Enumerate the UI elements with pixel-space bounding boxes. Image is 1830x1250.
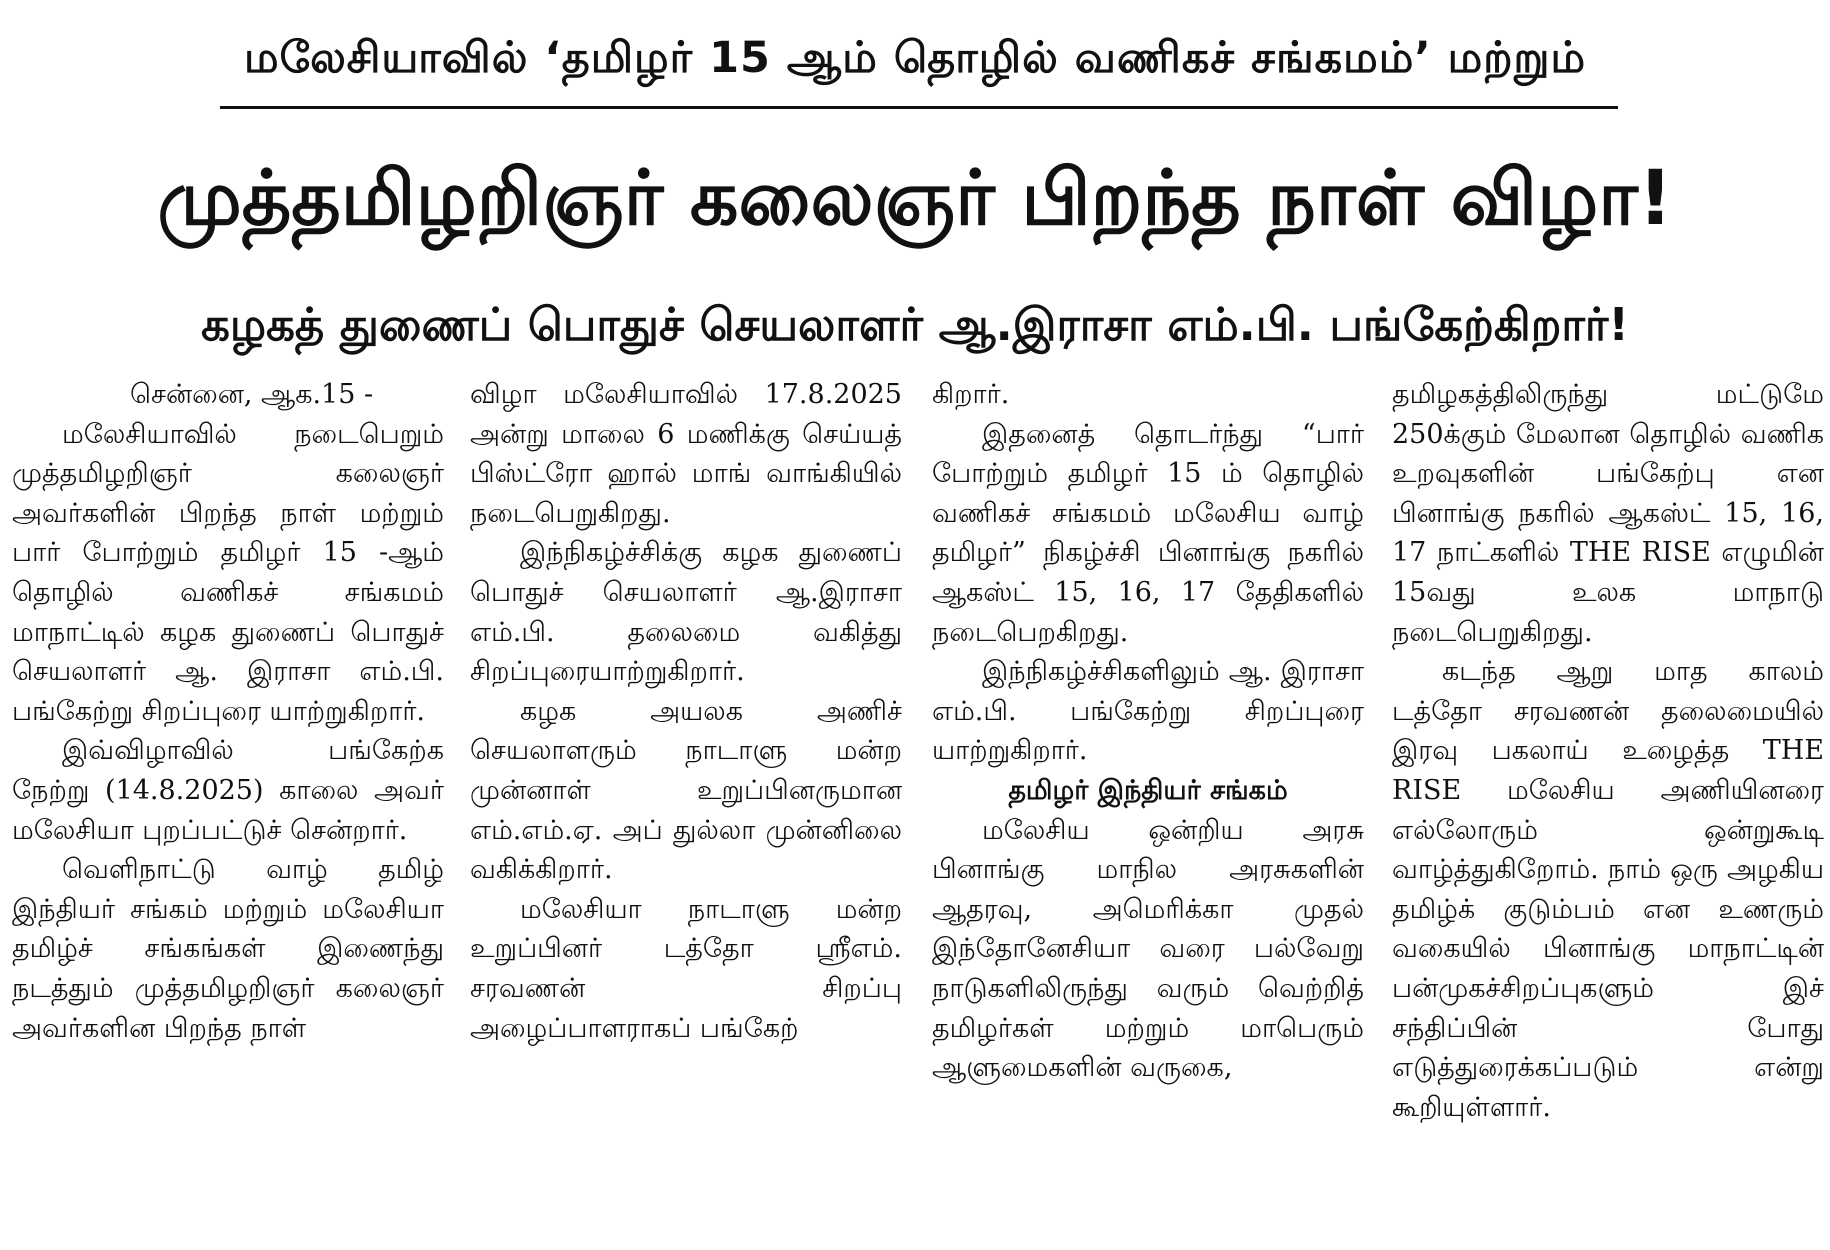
article-column-2 <box>470 375 902 1245</box>
article-column-1 <box>12 375 444 1245</box>
paragraph: கிறார். <box>932 379 1010 410</box>
paragraph: கடந்த ஆறு மாத காலம் டத்தோ சரவணன் தலைமையில் இரவு பகலாய் உழைத்த THE RISE மலேசிய அணியினரை எல்லோரும் ஒன்றுகூடி வாழ்த்துகிறோம். நாம் ஒரு அழகிய தமிழ்க் குடும்பம் என உணரும் வகையில் பினாங்கு மாநாட்டின் பன்முகச்சிறப்புகளும் இச் சந்திப்பின் போது எடுத்துரைக்கப்படும் என்று கூறியுள்ளார். <box>1392 656 1824 1123</box>
paragraph: இந்நிகழ்ச்சிக்கு கழக துணைப் பொதுச் செயலாளர் ஆ.இராசா எம்.பி. தலைமை வகித்து சிறப்புரையாற்றுகிறார். <box>470 537 902 688</box>
paragraph: மலேசியாவில் நடைபெறும் முத்தமிழறிஞர் கலைஞர் அவர்களின் பிறந்த நாள் மற்றும் பார் போற்றும் தமிழர் 15 -ஆம் தொழில் வணிகச் சங்கமம் மாநாட்டில் கழக துணைப் பொதுச் செயலாளர் ஆ. இராசா எம்.பி. பங்கேற்று சிறப்புரை யாற்றுகிறார். <box>12 418 444 727</box>
article-column-4 <box>1392 375 1824 1245</box>
article-column-3 <box>932 375 1364 1245</box>
paragraph: விழா மலேசியாவில் 17.8.2025 அன்று மாலை 6 மணிக்கு செய்யத் பிஸ்ட்ரோ ஹால் மாங் வாங்கியில் நடைபெறுகிறது. <box>470 379 902 529</box>
sub-headline: கழகத் துணைப் பொதுச் செயலாளர் ஆ.இராசா எம்.பி. பங்கேற்கிறார்! <box>201 298 1629 351</box>
paragraph: இதனைத் தொடர்ந்து “பார் போற்றும் தமிழர் 15 ம் தொழில் வணிகச் சங்கமம் மலேசிய வாழ் தமிழர்” நிகழ்ச்சி பினாங்கு நகரில் ஆகஸ்ட் 15, 16, 17 தேதிகளில் நடைபெறகிறது. <box>932 418 1364 648</box>
main-headline: முத்தமிழறிஞர் கலைஞர் பிறந்த நாள் விழா! <box>157 153 1673 242</box>
paragraph: இந்நிகழ்ச்சிகளிலும் ஆ. இராசா எம்.பி. பங்கேற்று சிறப்புரை யாற்றுகிறார். <box>932 656 1364 767</box>
paragraph: கழக அயலக அணிச் செயலாளரும் நாடாளு மன்ற முன்னாள் உறுப்பினருமான எம்.எம்.ஏ. அப் துல்லா முன்னிலை வகிக்கிறார். <box>470 695 902 886</box>
paragraph: இவ்விழாவில் பங்கேற்க நேற்று (14.8.2025) காலை அவர் மலேசியா புறப்பட்டுச் சென்றார். <box>12 735 444 846</box>
heading-divider <box>220 106 1618 109</box>
paragraph: தமிழகத்திலிருந்து மட்டுமே 250க்கும் மேலான தொழில் வணிக உறவுகளின் பங்கேற்பு என பினாங்கு நகரில் ஆகஸ்ட் 15, 16, 17 நாட்களில் THE RISE எழுமின் 15வது உலக மாநாடு நடைபெறுகிறது. <box>1392 379 1824 648</box>
dateline: சென்னை, ஆக.15 - <box>130 379 374 410</box>
paragraph: மலேசிய ஒன்றிய அரசு பினாங்கு மாநில அரசுகளின் ஆதரவு, அமெரிக்கா முதல் இந்தோனேசியா வரை பல்வேறு நாடுகளிலிருந்து வரும் வெற்றித் தமிழர்கள் மற்றும் மாபெரும் ஆளுமைகளின் வருகை, <box>932 814 1364 1084</box>
kicker-heading: மலேசியாவில் ‘தமிழர் 15 ஆம் தொழில் வணிகச் சங்கமம்’ மற்றும் <box>243 33 1587 83</box>
article-body <box>0 375 1830 1250</box>
section-subheading: தமிழர் இந்தியர் சங்கம் <box>1008 774 1288 806</box>
paragraph: வெளிநாட்டு வாழ் தமிழ் இந்தியர் சங்கம் மற்றும் மலேசியா தமிழ்ச் சங்கங்கள் இணைந்து நடத்தும் முத்தமிழறிஞர் கலைஞர் அவர்களின பிறந்த நாள் <box>12 854 444 1044</box>
paragraph: மலேசியா நாடாளு மன்ற உறுப்பினர் டத்தோ ஸ்ரீஎம். சரவணன் சிறப்பு அழைப்பாளராகப் பங்கேற் <box>470 893 902 1044</box>
